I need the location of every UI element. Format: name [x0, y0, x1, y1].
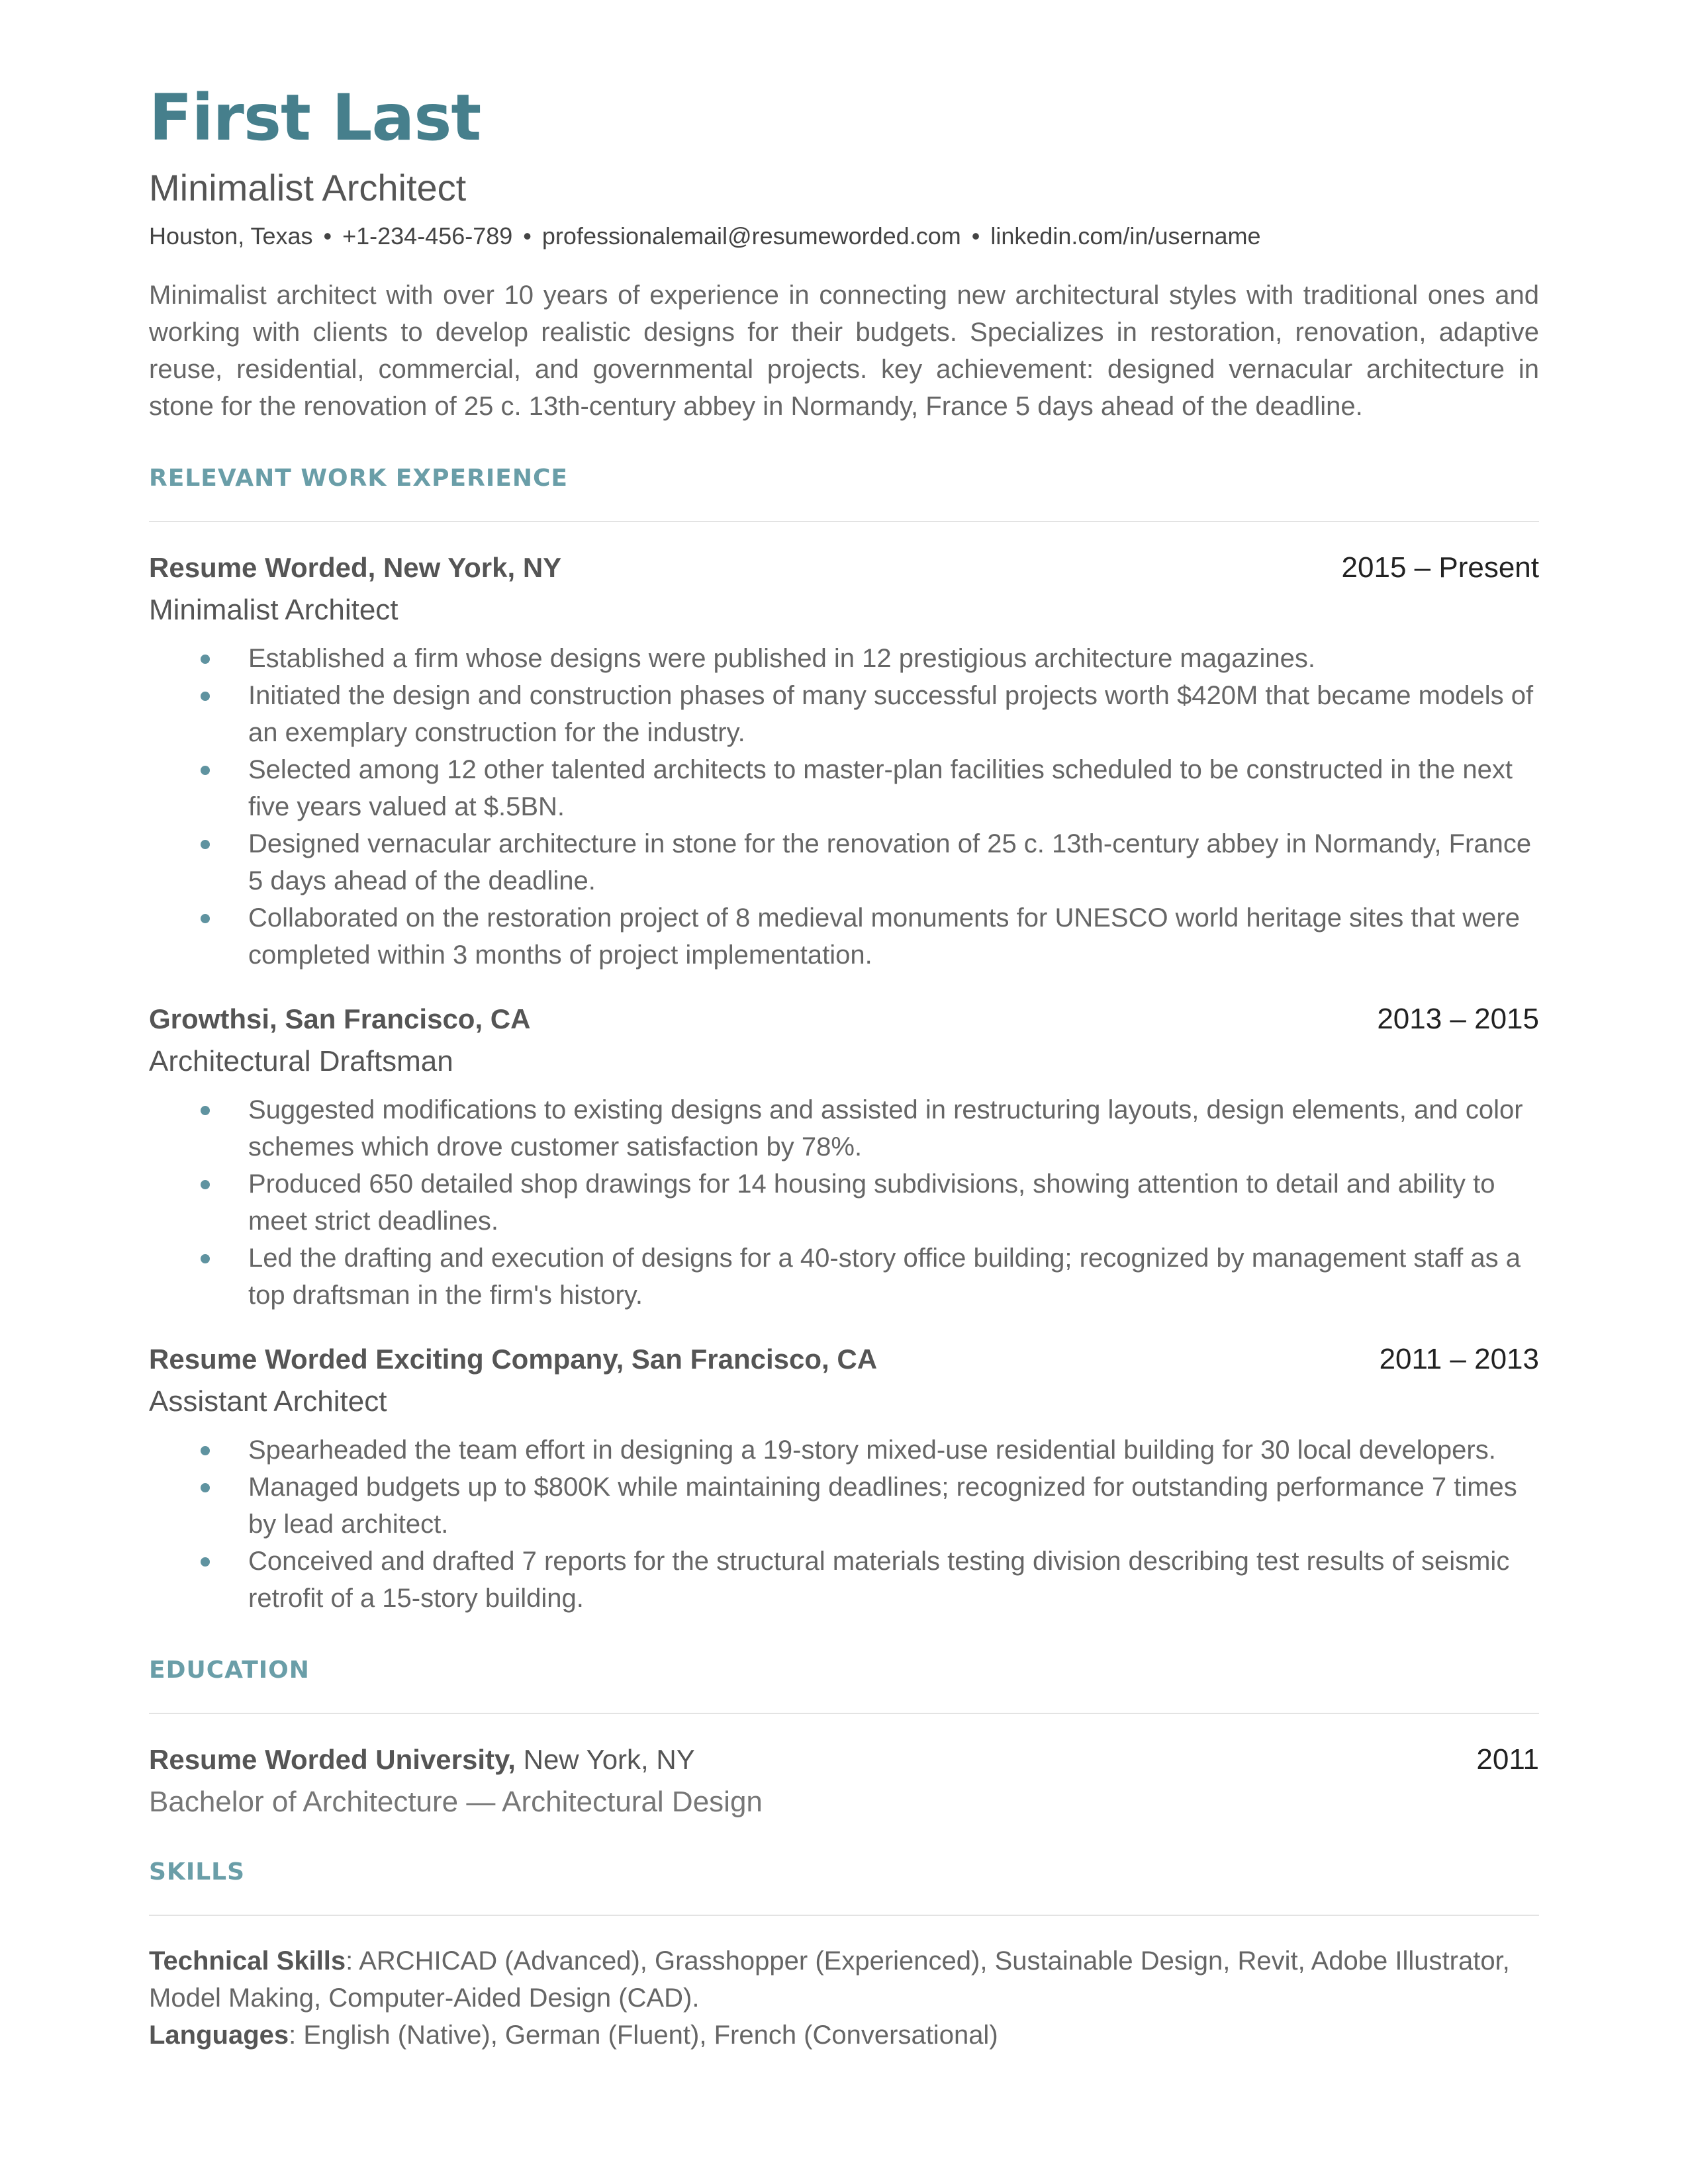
- job-company: Growthsi, San Francisco, CA: [149, 1003, 531, 1035]
- bullet-text: Established a firm whose designs were published in 12 prestigious architecture magazines.: [248, 644, 1315, 674]
- contact-separator: •: [523, 222, 532, 250]
- resume-page: [149, 81, 1539, 2054]
- bullet-text: Collaborated on the restoration project of 8 medieval monuments for UNESCO world heritage sites that were completed within 3 months of project implementation.: [248, 903, 1520, 970]
- skills-languages-label: Languages: [149, 2021, 289, 2050]
- job-role: Architectural Draftsman: [149, 1045, 453, 1078]
- education-entry: [149, 1743, 1539, 1819]
- bullet-item: [149, 1240, 1539, 1314]
- contact-email[interactable]: professionalemail@resumeworded.com: [541, 222, 961, 250]
- bullet-dot-icon: [201, 655, 210, 664]
- bullet-dot-icon: [201, 1106, 210, 1115]
- skills-languages-value: : English (Native), German (Fluent), French (Conversational): [289, 2021, 998, 2050]
- skills-block: [149, 1942, 1539, 2054]
- education-school-line: [149, 1744, 695, 1776]
- candidate-name: First Last: [149, 81, 481, 155]
- skills-technical-label: Technical Skills: [149, 1946, 346, 1976]
- contact-line: [149, 222, 1539, 250]
- skills-technical: [149, 1942, 1539, 2017]
- bullet-dot-icon: [201, 692, 210, 701]
- bullet-item: [149, 899, 1539, 974]
- bullet-item: [149, 825, 1539, 899]
- section-divider: [149, 1713, 1539, 1714]
- bullet-text: Led the drafting and execution of designs for a 40-story office building; recognized by management staff as a top draftsman in the firm's history.: [248, 1244, 1521, 1310]
- bullet-text: Spearheaded the team effort in designing a 19-story mixed-use residential building for 30 local developers.: [248, 1435, 1496, 1465]
- bullet-dot-icon: [201, 1254, 210, 1263]
- section-heading-education: EDUCATION: [149, 1657, 310, 1684]
- bullet-dot-icon: [201, 1446, 210, 1455]
- job-company: Resume Worded, New York, NY: [149, 552, 562, 584]
- section-divider: [149, 521, 1539, 522]
- summary-paragraph: Minimalist architect with over 10 years of experience in connecting new architectural styles with traditional ones and working with clients to develop realistic designs for their budgets. Specializes in restoration, renovation, adaptive reuse, residential, commercial, and governmental projects. key achievement: designed vernacular architecture in stone for the renovation of 25 c. 13th-century abbey in Normandy, France 5 days ahead of the deadline.: [149, 281, 1539, 422]
- bullet-dot-icon: [201, 840, 210, 849]
- bullet-dot-icon: [201, 914, 210, 923]
- contact-phone: +1-234-456-789: [342, 222, 513, 250]
- bullet-text: Conceived and drafted 7 reports for the structural materials testing division describing test results of seismic retrofit of a 15-story building.: [248, 1547, 1510, 1614]
- contact-separator: •: [971, 222, 980, 250]
- section-divider: [149, 1915, 1539, 1916]
- bullet-text: Produced 650 detailed shop drawings for 14 housing subdivisions, showing attention to detail and ability to meet strict deadlines.: [248, 1169, 1495, 1236]
- job-entry: [149, 1343, 1539, 1617]
- job-role: Assistant Architect: [149, 1385, 387, 1418]
- bullet-dot-icon: [201, 1180, 210, 1189]
- bullet-item: [149, 1543, 1539, 1617]
- contact-linkedin[interactable]: linkedin.com/in/username: [990, 222, 1261, 250]
- bullet-item: [149, 1469, 1539, 1543]
- bullet-item: [149, 677, 1539, 751]
- bullet-item: [149, 1091, 1539, 1165]
- bullet-item: [149, 751, 1539, 825]
- job-entry: [149, 1003, 1539, 1314]
- job-role: Minimalist Architect: [149, 594, 399, 627]
- bullet-item: [149, 1165, 1539, 1240]
- education-school: Resume Worded University,: [149, 1744, 516, 1776]
- education-year: 2011: [1476, 1743, 1539, 1776]
- bullet-dot-icon: [201, 1483, 210, 1492]
- job-dates: 2011 – 2013: [1379, 1343, 1539, 1376]
- job-company: Resume Worded Exciting Company, San Francisco, CA: [149, 1343, 878, 1375]
- contact-separator: •: [323, 222, 332, 250]
- job-bullets: [149, 1091, 1539, 1314]
- bullet-text: Designed vernacular architecture in stone for the renovation of 25 c. 13th-century abbey in Normandy, France 5 days ahead of the deadline.: [248, 829, 1532, 896]
- contact-location: Houston, Texas: [149, 222, 313, 250]
- bullet-item: [149, 1432, 1539, 1469]
- bullet-item: [149, 640, 1539, 677]
- candidate-title: Minimalist Architect: [149, 167, 467, 208]
- skills-languages: [149, 2017, 1539, 2054]
- bullet-text: Managed budgets up to $800K while maintaining deadlines; recognized for outstanding performance 7 times by lead architect.: [248, 1473, 1517, 1539]
- job-bullets: [149, 640, 1539, 974]
- education-location: New York, NY: [515, 1744, 695, 1776]
- section-heading-skills: SKILLS: [149, 1858, 246, 1886]
- bullet-text: Suggested modifications to existing designs and assisted in restructuring layouts, design elements, and color schemes which drove customer satisfaction by 78%.: [248, 1095, 1523, 1162]
- bullet-dot-icon: [201, 766, 210, 775]
- bullet-text: Initiated the design and construction phases of many successful projects worth $420M that became models of an exemplary construction for the industry.: [248, 681, 1534, 748]
- education-degree: Bachelor of Architecture — Architectural Design: [149, 1786, 763, 1819]
- job-dates: 2013 – 2015: [1377, 1003, 1539, 1036]
- job-bullets: [149, 1432, 1539, 1617]
- section-heading-experience: RELEVANT WORK EXPERIENCE: [149, 465, 568, 492]
- job-entry: [149, 551, 1539, 974]
- bullet-dot-icon: [201, 1557, 210, 1567]
- bullet-text: Selected among 12 other talented architects to master-plan facilities scheduled to be constructed in the next five years valued at $.5BN.: [248, 755, 1513, 822]
- job-dates: 2015 – Present: [1341, 551, 1539, 584]
- skills-technical-value: : ARCHICAD (Advanced), Grasshopper (Experienced), Sustainable Design, Revit, Adobe Illustrator, Model Making, Computer-Aided Design (CAD).: [149, 1946, 1510, 2013]
